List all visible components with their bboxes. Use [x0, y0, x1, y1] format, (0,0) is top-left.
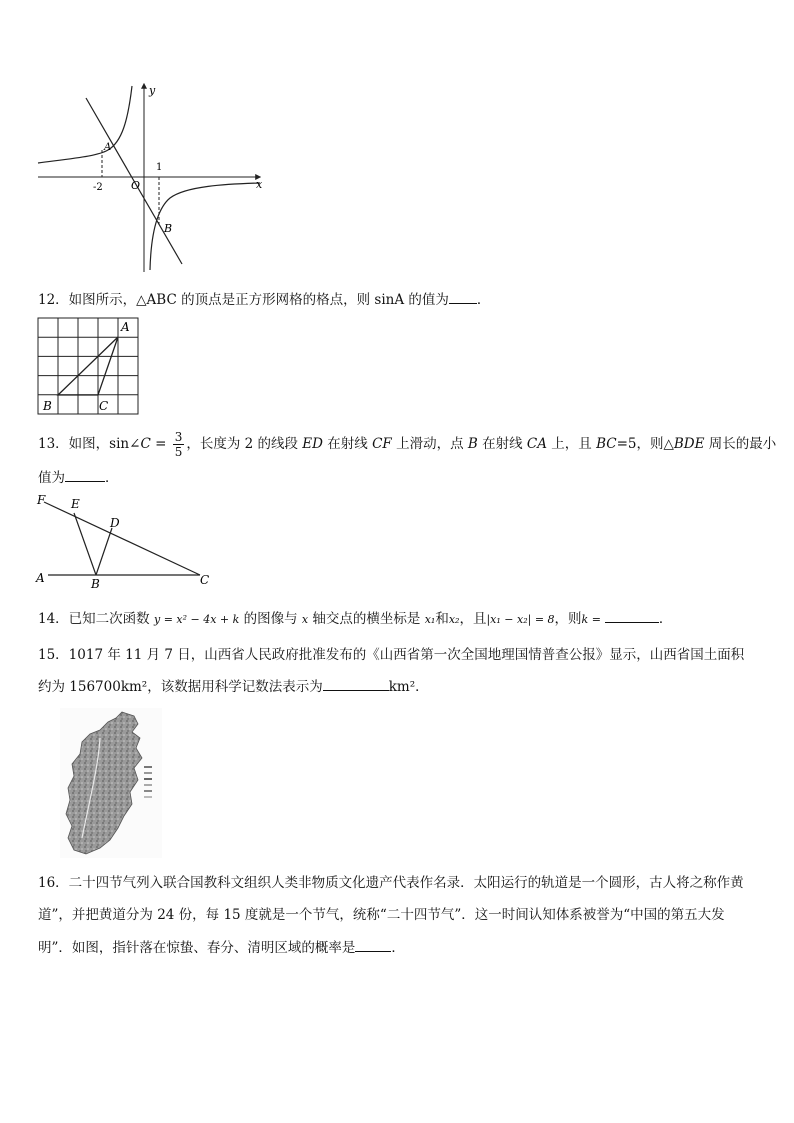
grid-label-b: B	[43, 399, 52, 413]
q13-ca: CA	[526, 436, 547, 452]
q13-frac-num: 3	[174, 430, 183, 444]
tick-neg2: -2	[93, 182, 103, 193]
q14-part2: 的图像与	[239, 611, 302, 627]
segment-be	[74, 513, 96, 575]
q13-end: ．	[105, 470, 119, 486]
label-x: x	[256, 178, 263, 191]
grid-label-c: C	[99, 399, 109, 413]
question-13	[38, 430, 776, 459]
q13-answer-blank[interactable]	[65, 467, 105, 482]
q15-line2b: km²．	[388, 679, 429, 695]
q15-line2a: 约为 156700km²，该数据用科学记数法表示为	[38, 679, 323, 695]
q14-and: 和	[435, 611, 449, 627]
grid-label-a: A	[121, 320, 130, 334]
q13-part2: ，长度为 2 的线段	[186, 436, 303, 452]
q16-line2: 道”，并把黄道分为 24 份，每 15 度就是一个节气，统称“二十四节气”．这一时间认知体系被誉为“中国的第五大发	[38, 907, 725, 923]
q13-frac-den: 5	[174, 445, 183, 459]
question-16-line2	[38, 905, 725, 925]
q12-answer-blank[interactable]	[449, 289, 477, 304]
q16-line1: 16．二十四节气列入联合国教科文组织人类非物质文化遗产代表作名录．太阳运行的轨道是一个圆形，古人将之称作黄	[38, 875, 744, 891]
q13-cf: CF	[372, 436, 392, 452]
question-14	[38, 608, 672, 630]
hyperbola-figure	[36, 80, 268, 275]
label-point-b: B	[164, 222, 173, 235]
question-12	[38, 289, 490, 310]
q13-part1: 13．如图，sin∠	[38, 436, 141, 452]
ray-cf	[44, 502, 200, 575]
tick-1: 1	[156, 162, 163, 173]
q13-part7: =5，则△	[616, 436, 674, 452]
label-origin: O	[131, 179, 141, 192]
hyperbola-branch-left	[38, 86, 132, 163]
q14-x2: x₂	[448, 613, 460, 626]
q13-part4: 上滑动，点	[391, 436, 468, 452]
question-15-line2	[38, 676, 429, 697]
ray-label-e: E	[71, 497, 80, 511]
q13-part6: 上，且	[546, 436, 597, 452]
grid-figure	[37, 317, 141, 417]
ray-label-a: A	[36, 571, 45, 585]
q13-part3: 在射线	[322, 436, 373, 452]
q13-bde: BDE	[673, 436, 705, 452]
question-16-line3	[38, 937, 405, 958]
q16-answer-blank[interactable]	[355, 937, 391, 952]
q13-ed: ED	[302, 436, 323, 452]
q16-line3a: 明”．如图，指针落在惊蛰、春分、清明区域的概率是	[38, 940, 356, 956]
q13-bc: BC	[596, 436, 617, 452]
question-16-line1	[38, 873, 744, 893]
ray-figure	[34, 490, 214, 590]
shanxi-map-image	[60, 708, 162, 858]
q14-answer-blank[interactable]	[605, 608, 659, 623]
question-15-line1	[38, 645, 744, 665]
triangle-abc	[58, 337, 118, 395]
q13-eq: =	[150, 436, 171, 452]
question-13-line2	[38, 467, 119, 488]
ray-label-f: F	[37, 493, 46, 507]
q13-part5: 在射线	[477, 436, 527, 452]
ray-label-c: C	[200, 573, 210, 587]
q14-part4: ，且	[459, 611, 487, 627]
q14-x1: x₁	[424, 613, 436, 626]
ray-label-d: D	[110, 516, 120, 530]
q13-b: B	[467, 436, 478, 452]
q14-k: k =	[581, 613, 601, 626]
q15-answer-blank[interactable]	[323, 676, 389, 691]
q16-line3b: ．	[391, 940, 405, 956]
q13-line2: 值为	[38, 470, 65, 486]
q14-part1: 14．已知二次函数	[38, 611, 154, 627]
q14-end: ．	[658, 611, 673, 627]
q14-function: y = x² − 4x + k	[153, 613, 240, 626]
q14-part3: 轴交点的横坐标是	[308, 611, 425, 627]
segment-bd	[96, 528, 112, 575]
q13-c: C	[140, 436, 151, 452]
label-y: y	[149, 84, 156, 97]
q13-part8: 周长的最小	[704, 436, 777, 452]
ray-label-b: B	[91, 577, 100, 590]
q14-abs: |x₁ − x₂| = 8	[486, 613, 555, 626]
q14-part5: ，则	[554, 611, 582, 627]
label-point-a: A	[104, 142, 112, 153]
q12-text: 12．如图所示，△ABC 的顶点是正方形网格的格点，则 sinA 的值为	[38, 292, 449, 308]
q15-line1: 15．1017 年 11 月 7 日，山西省人民政府批准发布的《山西省第一次全国地理国情普查公报》显示，山西省国土面积	[38, 647, 745, 663]
q14-xvar: x	[301, 613, 309, 626]
q13-fraction	[173, 430, 185, 459]
q12-end: ．	[476, 292, 491, 308]
